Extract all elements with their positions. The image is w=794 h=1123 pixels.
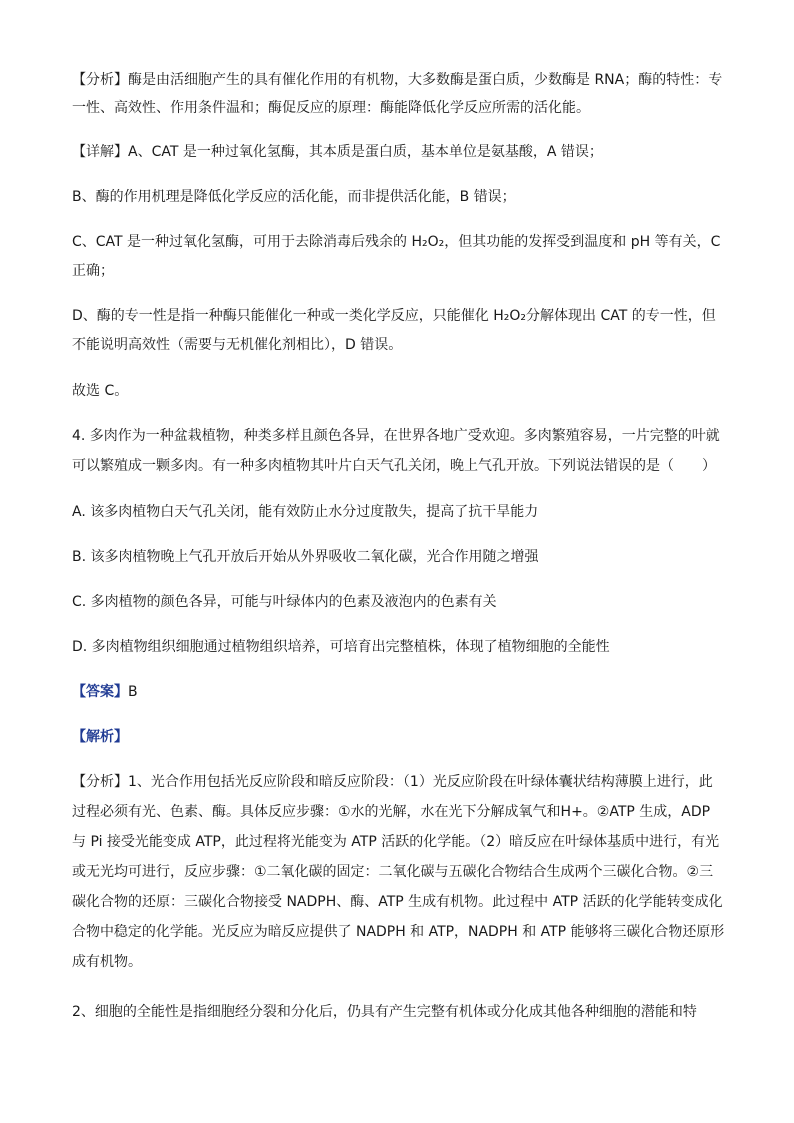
detail-option-d-line-1: D、酶的专一性是指一种酶只能催化一种或一类化学反应，只能催化 H₂O₂分解体现出 CAT 的专一性，但	[72, 308, 716, 324]
explanation-line-1: 【分析】1、光合作用包括光反应阶段和暗反应阶段：（1）光反应阶段在叶绿体囊状结构薄膜上进行，此	[72, 774, 713, 790]
analysis-line-2: 一性、高效性、作用条件温和；酶促反应的原理：酶能降低化学反应所需的活化能。	[72, 100, 590, 116]
answer-line	[72, 676, 724, 708]
explanation-line-2: 过程必须有光、色素、酶。具体反应步骤：①水的光解，水在光下分解成氧气和H+。②ATP 生成，ADP	[72, 804, 711, 820]
answer-value: B	[128, 684, 138, 700]
question-4-option-c: C. 多肉植物的颜色各异，可能与叶绿体内的色素及液泡内的色素有关	[72, 594, 497, 610]
explanation-line-8: 2、细胞的全能性是指细胞经分裂和分化后，仍具有产生完整有机体或分化成其他各种细胞的潜能和特	[72, 1004, 697, 1020]
explanation-line-3: 与 Pi 接受光能变成 ATP，此过程将光能变为 ATP 活跃的化学能。（2）暗反应在叶绿体基质中进行，有光	[72, 834, 720, 850]
explanation-line-7: 成有机物。	[72, 954, 142, 970]
analysis-line-1: 【分析】酶是由活细胞产生的具有催化作用的有机物，大多数酶是蛋白质，少数酶是 RNA；酶的特性：专	[72, 72, 723, 88]
question-4-option-a: A. 该多肉植物白天气孔关闭，能有效防止水分过度散失，提高了抗干旱能力	[72, 504, 539, 520]
question-4-stem-line-2: 可以繁殖成一颗多肉。有一种多肉植物其叶片白天气孔关闭，晚上气孔开放。下列说法错误的是（ ）	[72, 458, 716, 474]
question-4-option-d: D. 多肉植物组织细胞通过植物组织培养，可培育出完整植株，体现了植物细胞的全能性	[72, 639, 610, 655]
explanation-heading: 【解析】	[72, 729, 128, 745]
detail-option-c-line-1: C、CAT 是一种过氧化氢酶，可用于去除消毒后残余的 H₂O₂，但其功能的发挥受到温度和 pH 等有关，C	[72, 234, 721, 250]
detail-option-c-line-2: 正确；	[72, 263, 114, 279]
answer-label: 【答案】	[72, 684, 128, 700]
question-4-stem-line-1: 4. 多肉作为一种盆栽植物，种类多样且颜色各异，在世界各地广受欢迎。多肉繁殖容易，一片完整的叶就	[72, 428, 720, 444]
explanation-line-6: 合物中稳定的化学能。光反应为暗反应提供了 NADPH 和 ATP，NADPH 和 ATP 能够将三碳化合物还原形	[72, 924, 725, 940]
detail-option-a: 【详解】A、CAT 是一种过氧化氢酶，其本质是蛋白质，基本单位是氨基酸，A 错误；	[72, 144, 603, 160]
detail-option-d-line-2: 不能说明高效性（需要与无机催化剂相比），D 错误。	[72, 337, 403, 353]
question-4-option-b: B. 该多肉植物晚上气孔开放后开始从外界吸收二氧化碳，光合作用随之增强	[72, 549, 539, 565]
conclusion-line: 故选 C。	[72, 383, 129, 399]
explanation-line-4: 或无光均可进行，反应步骤：①二氧化碳的固定：二氧化碳与五碳化合物结合生成两个三碳化合物。②三	[72, 864, 714, 880]
explanation-line-5: 碳化合物的还原：三碳化合物接受 NADPH、酶、ATP 生成有机物。此过程中 ATP 活跃的化学能转变成化	[72, 894, 723, 910]
detail-option-b: B、酶的作用机理是降低化学反应的活化能，而非提供活化能，B 错误；	[72, 189, 516, 205]
